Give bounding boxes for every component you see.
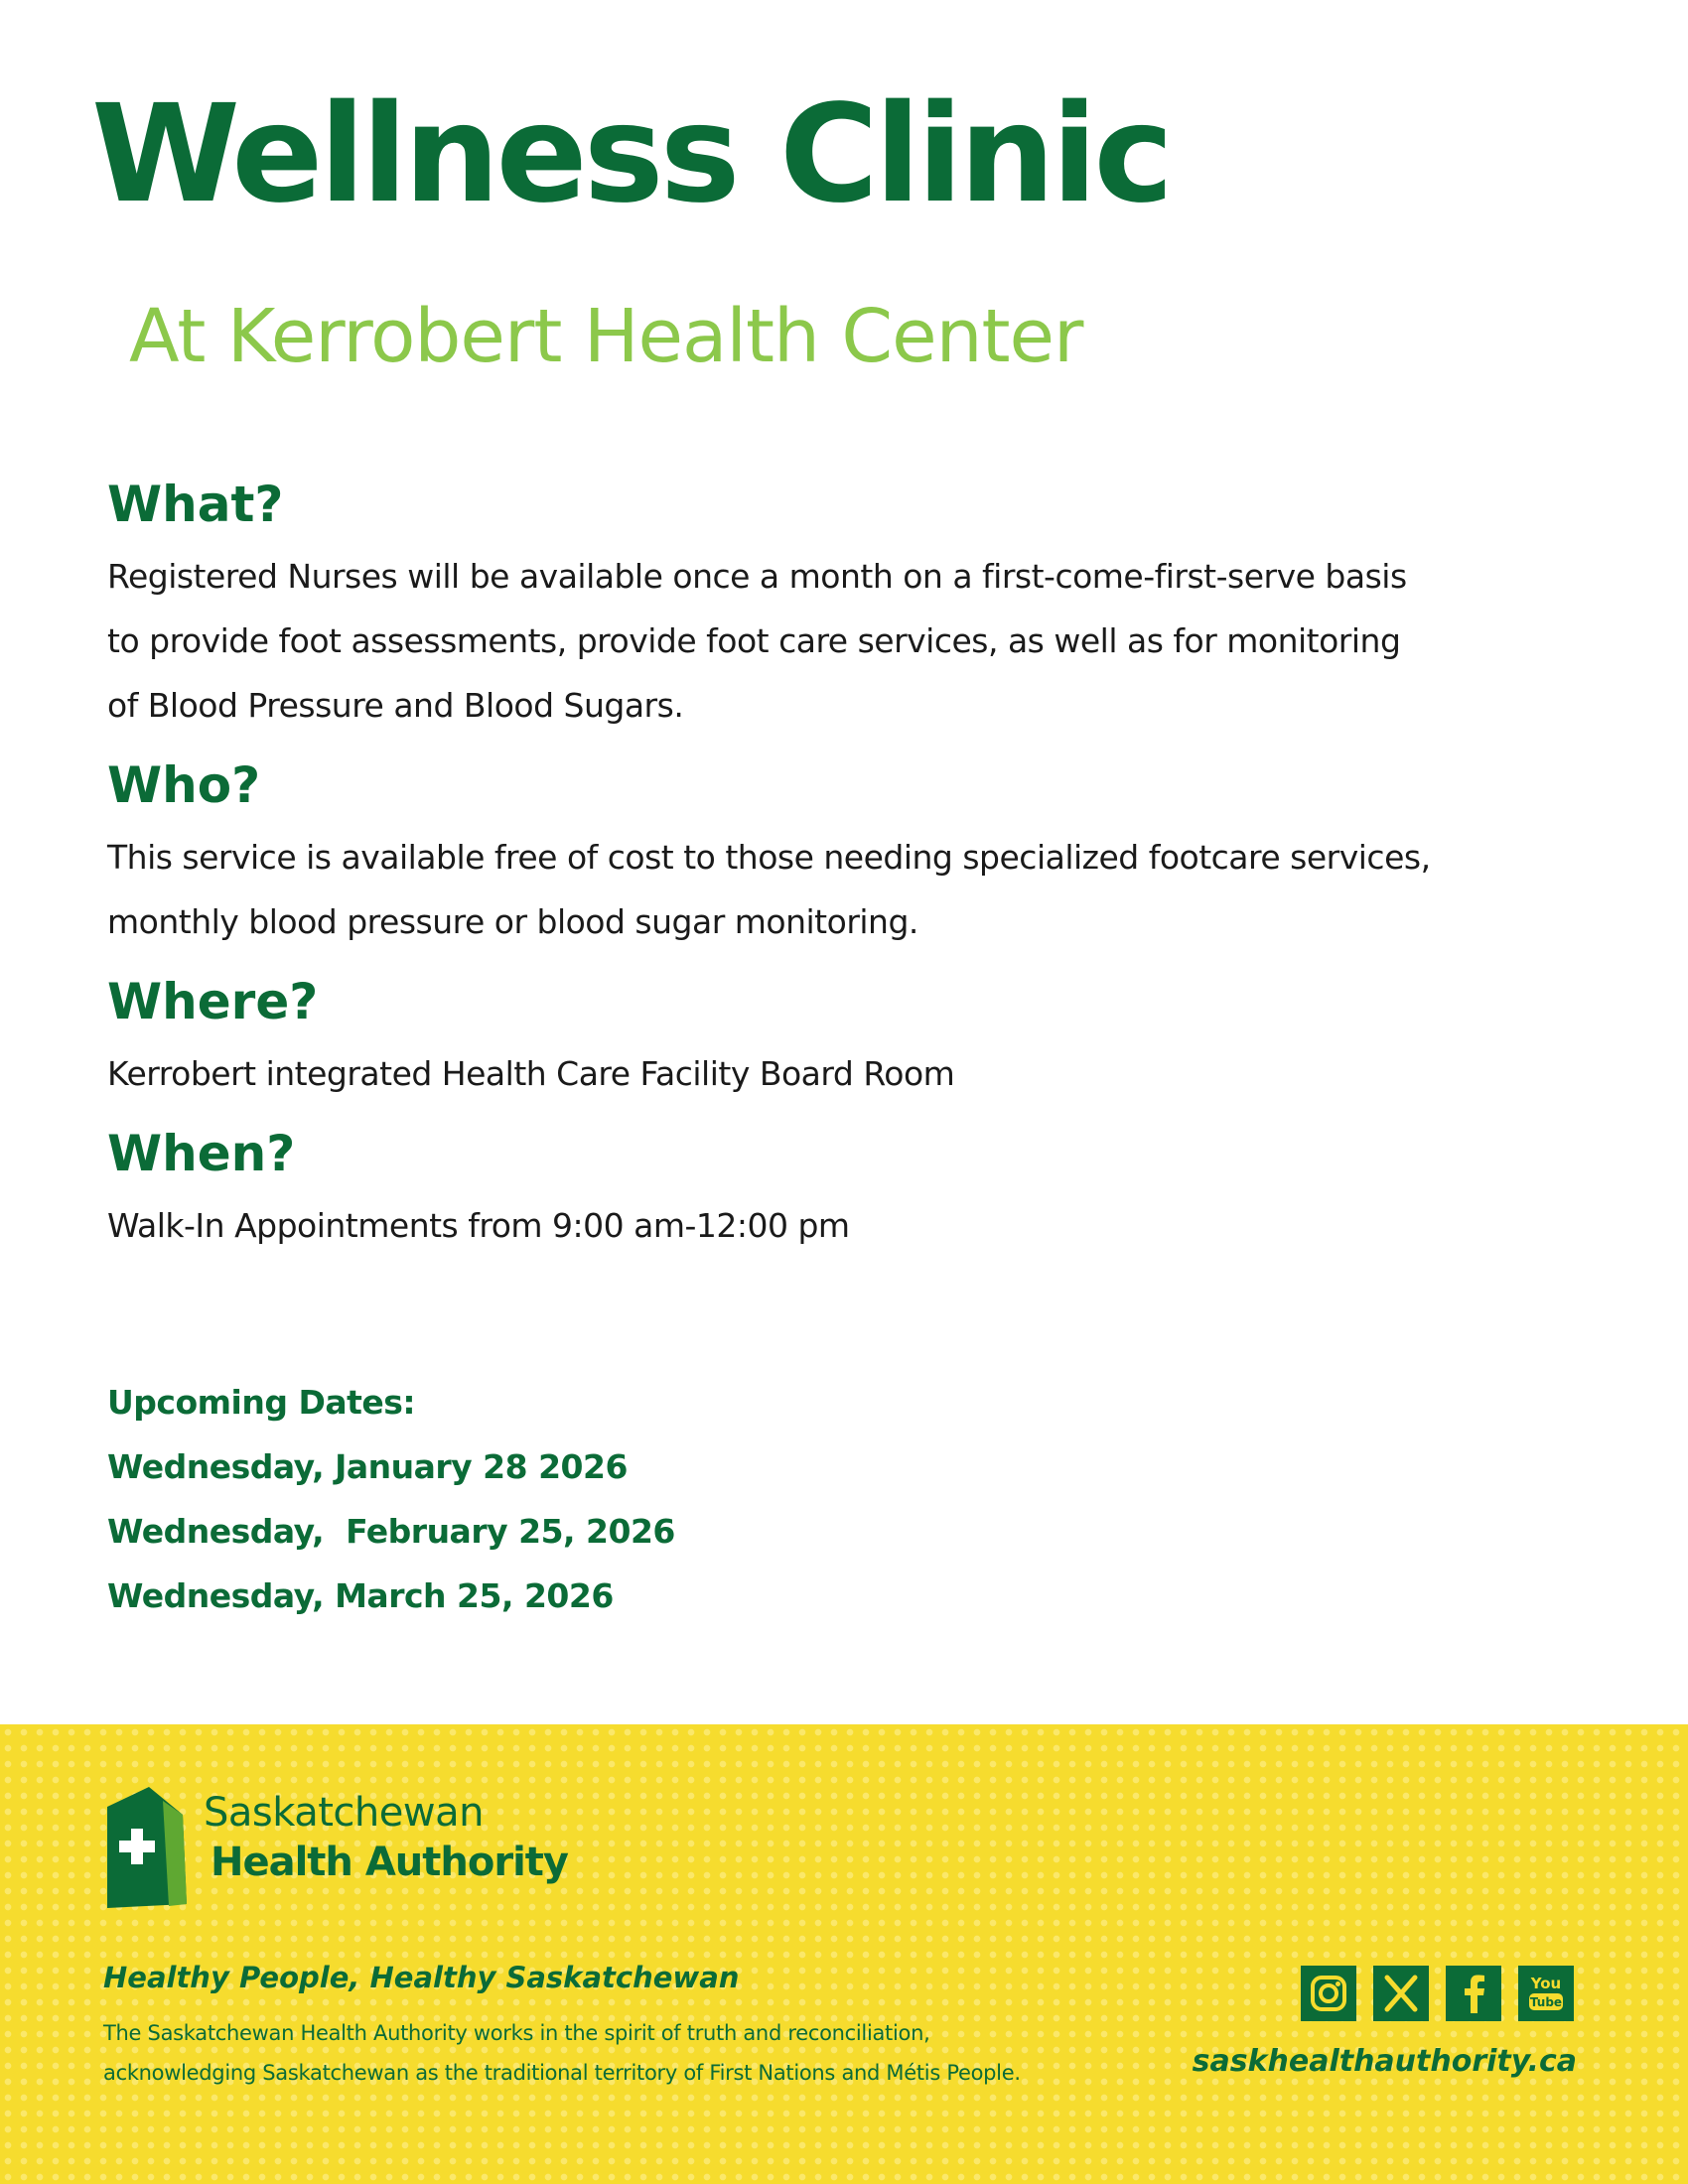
section-heading: What? bbox=[107, 476, 284, 533]
upcoming-dates-label: Upcoming Dates: bbox=[107, 1383, 416, 1422]
land-acknowledgement bbox=[103, 2013, 1196, 2093]
logo-text-health-authority: Health Authority bbox=[211, 1840, 568, 1885]
date-item: Wednesday, February 25, 2026 bbox=[107, 1512, 675, 1551]
section-body bbox=[107, 1041, 1597, 1106]
sha-logo-icon bbox=[103, 1785, 187, 1908]
section-where bbox=[107, 972, 1597, 1106]
section-heading: Who? bbox=[107, 756, 261, 814]
youtube-icon[interactable] bbox=[1514, 1962, 1578, 2025]
body-line: monthly blood pressure or blood sugar monitoring. bbox=[107, 902, 918, 941]
facebook-icon[interactable] bbox=[1442, 1962, 1505, 2025]
website-link[interactable]: saskhealthauthority.ca bbox=[1192, 2044, 1577, 2079]
info-sections bbox=[107, 475, 1597, 1276]
body-line: Walk-In Appointments from 9:00 am-12:00 pm bbox=[107, 1206, 850, 1245]
section-body bbox=[107, 544, 1597, 738]
section-who bbox=[107, 755, 1597, 954]
section-what bbox=[107, 475, 1597, 738]
section-when bbox=[107, 1124, 1597, 1258]
section-heading: When? bbox=[107, 1125, 296, 1182]
body-line: Kerrobert integrated Health Care Facility Board Room bbox=[107, 1054, 955, 1093]
body-line: Registered Nurses will be available once a month on a first-come-first-serve basis bbox=[107, 557, 1407, 596]
upcoming-dates bbox=[107, 1370, 675, 1628]
date-item: Wednesday, March 25, 2026 bbox=[107, 1576, 614, 1615]
x-icon[interactable] bbox=[1369, 1962, 1433, 2025]
section-body bbox=[107, 825, 1597, 954]
page-subtitle: At Kerrobert Health Center bbox=[129, 294, 1083, 379]
section-body bbox=[107, 1193, 1597, 1258]
body-line: to provide foot assessments, provide foot care services, as well as for monitoring bbox=[107, 621, 1401, 660]
page-title: Wellness Clinic bbox=[91, 76, 1171, 233]
body-line: of Blood Pressure and Blood Sugars. bbox=[107, 686, 684, 725]
footer-tagline: Healthy People, Healthy Saskatchewan bbox=[103, 1961, 740, 1994]
youtube-icon-text-tube: Tube bbox=[1529, 1995, 1563, 2009]
social-icons bbox=[1297, 1962, 1579, 2025]
section-heading: Where? bbox=[107, 973, 319, 1030]
youtube-icon-text-you: You bbox=[1530, 1975, 1562, 1992]
ack-line: acknowledging Saskatchewan as the traditional territory of First Nations and Métis People. bbox=[103, 2061, 1021, 2085]
logo-text-saskatchewan: Saskatchewan bbox=[204, 1790, 484, 1836]
instagram-icon[interactable] bbox=[1297, 1962, 1360, 2025]
body-line: This service is available free of cost to those needing specialized footcare services, bbox=[107, 838, 1431, 877]
ack-line: The Saskatchewan Health Authority works in the spirit of truth and reconciliation, bbox=[103, 2021, 930, 2045]
date-item: Wednesday, January 28 2026 bbox=[107, 1447, 628, 1486]
